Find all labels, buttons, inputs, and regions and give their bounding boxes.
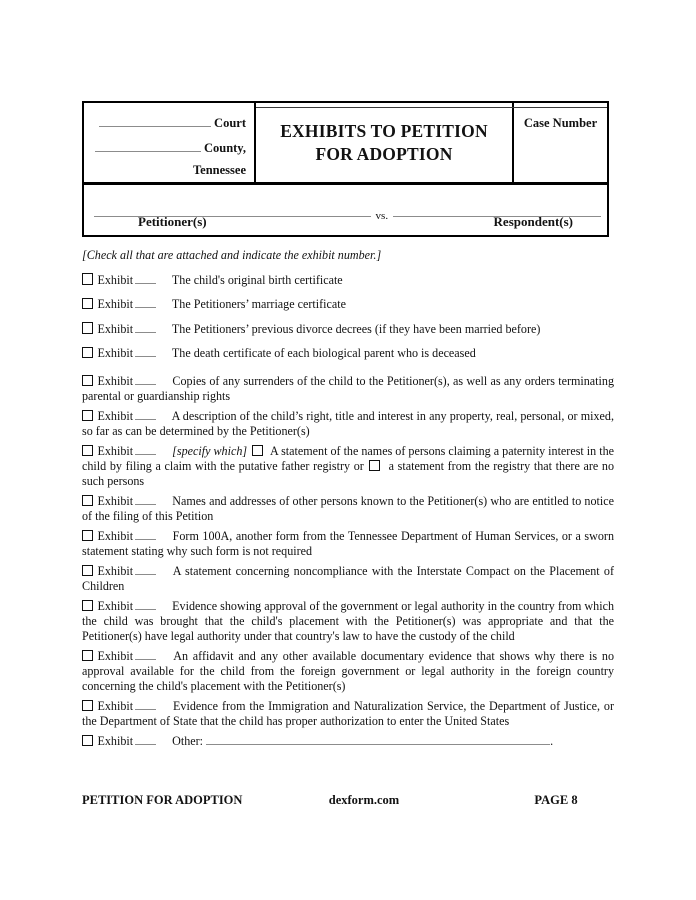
exhibit-number-blank[interactable] <box>135 530 156 540</box>
exhibit-number-blank[interactable] <box>135 347 156 357</box>
specify-which-note: [specify which] <box>172 444 248 458</box>
state-label: Tennessee <box>192 163 246 177</box>
form-title-line2: FOR ADOPTION <box>315 144 453 164</box>
court-county-cell <box>84 103 256 182</box>
exhibit-item: Exhibit The death certificate of each biological parent who is deceased <box>82 346 614 361</box>
checkbox-icon[interactable] <box>82 298 93 310</box>
exhibit-label: Exhibit <box>97 494 134 508</box>
checkbox-icon[interactable] <box>82 375 93 387</box>
exhibit-number-blank[interactable] <box>135 445 156 455</box>
checkbox-icon[interactable] <box>82 565 93 577</box>
checkbox-icon[interactable] <box>82 530 93 542</box>
footer-page-number: PAGE 8 <box>534 793 578 807</box>
instruction-text: [Check all that are attached and indicate the exhibit number.] <box>82 248 382 262</box>
exhibit-item: Exhibit Form 100A, another form from the Tennessee Department of Human Services, or a sworn statement stating why such form is not required <box>82 529 614 558</box>
vs-label: vs. <box>375 210 389 222</box>
exhibit-number-blank[interactable] <box>135 565 156 575</box>
caption-top-row <box>84 103 607 185</box>
case-number-label: Case Number <box>523 116 598 130</box>
exhibit-number-blank[interactable] <box>135 495 156 505</box>
respondents-label: Respondent(s) <box>493 214 573 229</box>
exhibit-label: Exhibit <box>97 409 134 423</box>
county-label: County, <box>203 141 246 155</box>
exhibit-item: Exhibit Evidence showing approval of the government or legal authority in the country from which the child was brought that the child's placement with the Petitioner(s) was appropriate and that the Petitioner(s) have legal authority under that country's law to have the custody of the child <box>82 599 614 643</box>
exhibit-number-blank[interactable] <box>135 375 156 385</box>
exhibit-number-blank[interactable] <box>135 735 156 745</box>
checkbox-icon[interactable] <box>82 495 93 507</box>
exhibit-label: Exhibit <box>97 529 134 543</box>
exhibit-label: Exhibit <box>97 699 134 713</box>
case-number-cell[interactable] <box>514 103 607 182</box>
checkbox-icon[interactable] <box>82 273 93 285</box>
exhibit-item: Exhibit Copies of any surrenders of the child to the Petitioner(s), as well as any orders terminating parental or guardianship rights <box>82 374 614 403</box>
checkbox-icon[interactable] <box>369 460 380 472</box>
exhibit-label: Exhibit <box>97 297 134 311</box>
exhibit-list <box>82 273 614 750</box>
form-body <box>82 248 614 749</box>
caption-box <box>82 101 609 237</box>
footer-site-name: dexform.com <box>328 793 400 807</box>
checkbox-icon[interactable] <box>82 735 93 747</box>
checkbox-icon[interactable] <box>82 347 93 359</box>
exhibit-item: Exhibit The child's original birth certificate <box>82 273 614 288</box>
exhibit-label: Exhibit <box>97 599 134 613</box>
checkbox-icon[interactable] <box>82 600 93 612</box>
court-name-blank[interactable] <box>99 116 211 127</box>
checkbox-icon[interactable] <box>82 650 93 662</box>
exhibit-number-blank[interactable] <box>135 700 156 710</box>
parties-row <box>84 185 607 235</box>
exhibit-label: Exhibit <box>97 272 134 287</box>
checkbox-icon[interactable] <box>252 445 263 457</box>
exhibit-item: Exhibit Other: . <box>82 734 614 749</box>
exhibit-item: Exhibit Evidence from the Immigration and Naturalization Service, the Department of Justice, or the Department of State that the child has proper authorization to enter the United States <box>82 699 614 728</box>
exhibit-item: Exhibit [specify which] A statement of the names of persons claiming a paternity interest in the child by filing a claim with the putative father registry or a statement from the registry that there are no such persons <box>82 444 615 488</box>
exhibit-label: Exhibit <box>97 734 134 748</box>
county-name-blank[interactable] <box>95 141 201 152</box>
exhibit-label: Exhibit <box>97 649 134 663</box>
form-title-line1: EXHIBITS TO PETITION <box>280 121 488 141</box>
court-line <box>84 111 246 136</box>
footer-form-name: PETITION FOR ADOPTION <box>82 793 243 807</box>
exhibit-number-blank[interactable] <box>135 600 156 610</box>
exhibit-label: Exhibit <box>97 346 134 360</box>
checkbox-icon[interactable] <box>82 445 93 457</box>
other-text-blank[interactable] <box>206 735 550 745</box>
exhibit-item: Exhibit The Petitioners’ previous divorce decrees (if they have been married before) <box>82 322 614 337</box>
exhibit-item: Exhibit An affidavit and any other available documentary evidence that shows why there is no approval available for the child from the foreign government or legal authority in the foreign country concerning the child's placement with the Petitioner(s) <box>82 649 614 693</box>
county-line <box>84 136 246 161</box>
exhibit-label: Exhibit <box>97 321 134 336</box>
petitioners-name-blank[interactable] <box>94 214 371 217</box>
exhibit-label: Exhibit <box>97 444 134 458</box>
exhibit-number-blank[interactable] <box>135 650 156 660</box>
exhibit-number-blank[interactable] <box>135 274 156 284</box>
exhibit-number-blank[interactable] <box>135 410 156 420</box>
exhibit-item: Exhibit A statement concerning noncompliance with the Interstate Compact on the Placement of Children <box>82 564 614 593</box>
exhibit-item: Exhibit A description of the child’s right, title and interest in any property, real, personal, or mixed, so far as can be determined by the Petitioner(s) <box>82 409 614 438</box>
form-title-cell <box>256 103 514 182</box>
exhibit-item: Exhibit Names and addresses of other persons known to the Petitioner(s) who are entitled to notice of the filing of this Petition <box>82 494 614 523</box>
court-label: Court <box>214 116 246 130</box>
checkbox-icon[interactable] <box>82 322 93 334</box>
petitioners-label: Petitioner(s) <box>138 214 207 229</box>
exhibit-number-blank[interactable] <box>135 298 156 308</box>
checkbox-icon[interactable] <box>82 700 93 712</box>
exhibit-item: Exhibit The Petitioners’ marriage certificate <box>82 297 614 312</box>
page-footer <box>82 793 614 809</box>
exhibit-label: Exhibit <box>97 374 134 388</box>
checkbox-icon[interactable] <box>82 410 93 422</box>
exhibit-number-blank[interactable] <box>135 323 156 333</box>
inner-border-line <box>256 107 607 108</box>
exhibit-label: Exhibit <box>97 564 134 578</box>
